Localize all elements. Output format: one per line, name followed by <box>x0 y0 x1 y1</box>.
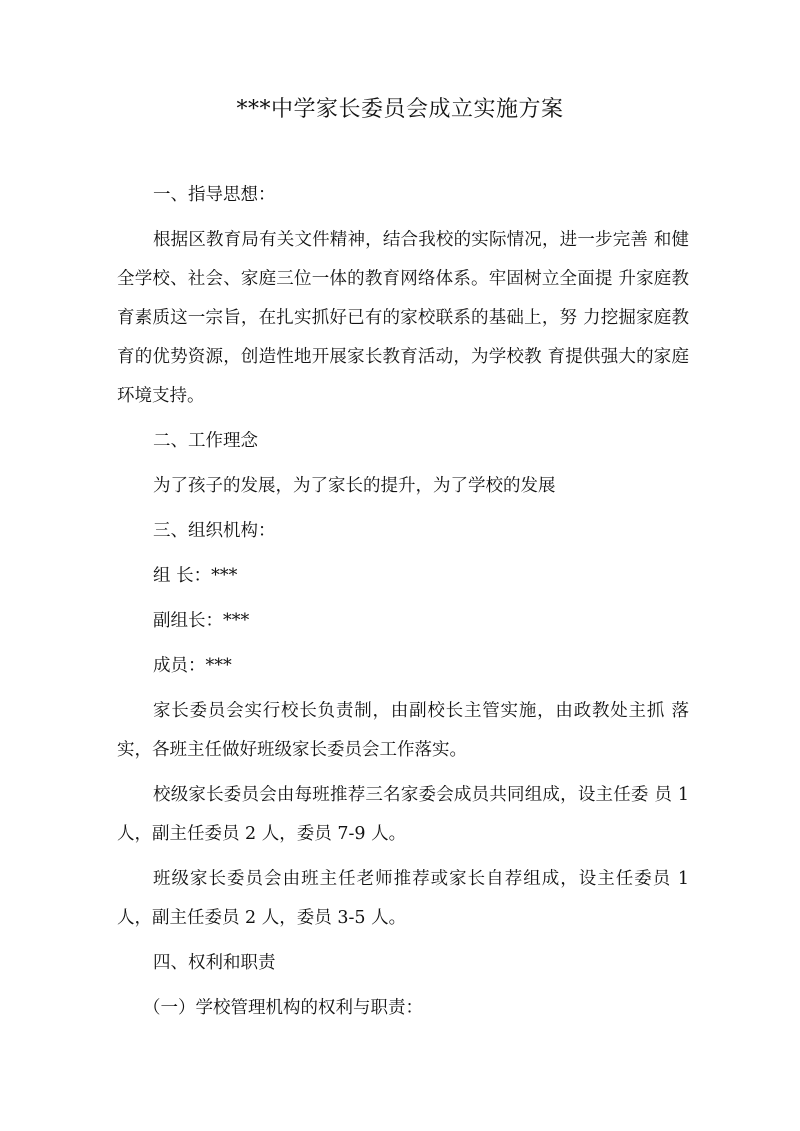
section-heading-organization: 三、组织机构： <box>153 521 276 541</box>
paragraph-responsibility-system: 家长委员会实行校长负责制，由副校长主管实施，由政教处主抓 落实，各班主任做好班级家长委员会工作落实。 <box>117 701 689 760</box>
section-heading-rights-duties: 四、权利和职责 <box>153 953 276 973</box>
document-title: ***中学家长委员会成立实施方案 <box>236 97 564 122</box>
section-heading-guiding-ideology: 一、指导思想： <box>153 185 276 205</box>
paragraph-school-committee: 校级家长委员会由每班推荐三名家委会成员共同组成，设主任委 员 1 人，副主任委员 2 人，委员 7-9 人。 <box>117 785 689 844</box>
org-leader: 组 长：*** <box>153 566 238 586</box>
subsection-heading-school-management: （一）学校管理机构的权利与职责： <box>143 998 423 1018</box>
section-heading-work-philosophy: 二、工作理念 <box>153 431 258 451</box>
org-members: 成员：*** <box>153 656 232 676</box>
org-deputy-leader: 副组长：*** <box>153 611 250 631</box>
paragraph-class-committee: 班级家长委员会由班主任老师推荐或家长自荐组成，设主任委员 1 人，副主任委员 2 人，委员 3-5 人。 <box>117 869 689 928</box>
document-body <box>117 176 689 1028</box>
paragraph-guiding-ideology: 根据区教育局有关文件精神，结合我校的实际情况，进一步完善 和健全学校、社会、家庭三位一体的教育网络体系。牢固树立全面提 升家庭教育素质这一宗旨，在扎实抓好已有的家校联系的基础上，努 力挖掘家庭教育的优势资源，创造性地开展家长教育活动，为学校教 育提供强大的家庭环境支持。 <box>117 230 689 406</box>
paragraph-work-philosophy: 为了孩子的发展，为了家长的提升，为了学校的发展 <box>153 476 556 496</box>
